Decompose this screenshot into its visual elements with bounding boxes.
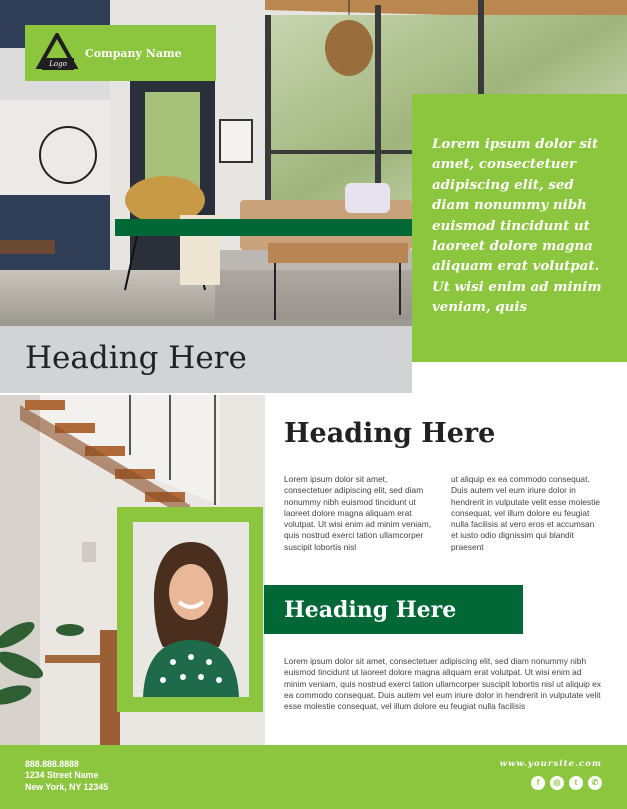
logo-block xyxy=(25,25,216,81)
section-heading-secondary: Heading Here xyxy=(284,596,457,623)
accent-bar xyxy=(115,219,412,236)
body-column-left: Lorem ipsum dolor sit amet, consectetuer adipiscing elit, sed diam nonummy nibh euismod tincidunt ut laoreet dolore magna aliquam erat volutpat. Ut wisi enim ad minim veniam, quis nostrud exerci tation ullamcorper suscipit lobortis nisl xyxy=(284,474,432,552)
logo-text: Logo xyxy=(42,58,74,70)
website-link[interactable]: www.yoursite.com xyxy=(499,759,602,769)
logo-icon xyxy=(35,33,79,73)
street-address: 1234 Street Name xyxy=(25,770,99,781)
body-column-right: ut aliquip ex ea commodo consequat. Duis autem vel eum iriure dolor in hendrerit in vulputate velit esse molestie consequat, vel illum dolore eu feugiat nulla facilisis at vero eros et accumsan et iusto odio dignissim qui blandit praesent xyxy=(451,474,600,552)
twitter-icon[interactable]: t xyxy=(569,776,583,790)
intro-quote: Lorem ipsum dolor sit amet, consectetuer adipiscing elit, sed diam nonummy nibh euismod tincidunt ut laoreet dolore magna aliquam erat volutpat. Ut wisi enim ad minim veniam, quis xyxy=(432,136,602,316)
facebook-icon[interactable]: f xyxy=(531,776,545,790)
whatsapp-icon[interactable]: ✆ xyxy=(588,776,602,790)
contact-info xyxy=(25,759,108,793)
social-icons xyxy=(531,776,602,790)
section-heading-box xyxy=(264,585,523,634)
portrait-photo xyxy=(133,522,249,697)
main-heading: Heading Here xyxy=(25,340,247,376)
company-name: Company Name xyxy=(85,46,182,60)
intro-quote-box xyxy=(412,94,627,362)
section-heading: Heading Here xyxy=(284,418,496,449)
phone-number: 888.888.8888 xyxy=(25,759,79,769)
city-address: New York, NY 12345 xyxy=(25,781,109,792)
body-paragraph: Lorem ipsum dolor sit amet, consectetuer adipiscing elit, sed diam nonummy nibh euismod tincidunt ut laoreet dolore magna aliquam erat volutpat. Ut wisi enim ad minim veniam, quis nostrud exerci tation ullamcorper suscipit lobortis nisl ut aliquip ex ea commodo consequat. Duis autem vel eum iriure dolor in hendrerit in vulputate velit esse molestie consequat, vel illum dolore eu feugiat nulla facilisis xyxy=(284,656,601,712)
instagram-icon[interactable]: ◎ xyxy=(550,776,564,790)
